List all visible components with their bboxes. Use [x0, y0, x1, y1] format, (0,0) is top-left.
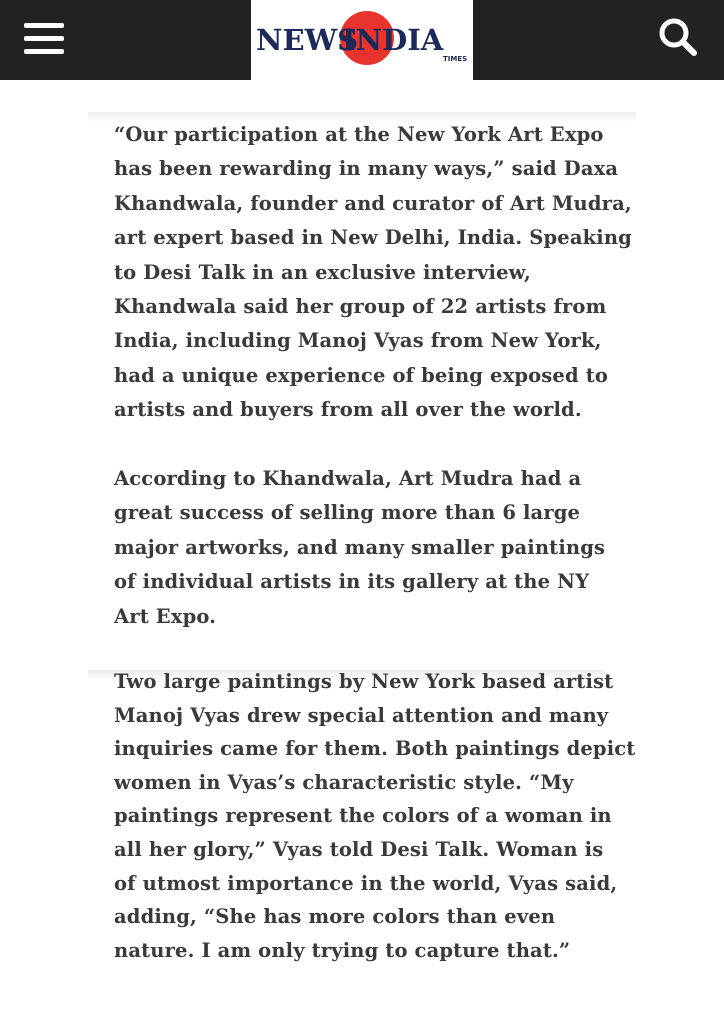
site-logo[interactable] — [251, 0, 473, 80]
logo-times-text: TIMES — [443, 55, 468, 63]
paragraph-line: adding, “She has more colors than even — [114, 905, 556, 929]
paragraph-line: has been rewarding in many ways,” said Daxa — [114, 157, 619, 181]
logo-india-text: INDIA — [342, 23, 444, 57]
paragraph-line: great success of selling more than 6 large — [114, 501, 581, 525]
news-india-times-logo — [251, 0, 473, 80]
article-paragraph — [114, 118, 632, 428]
paragraph-line: Khandwala said her group of 22 artists from — [114, 295, 607, 319]
article-paragraph — [114, 665, 636, 967]
top-navigation-bar — [0, 0, 724, 80]
paragraph-line: to Desi Talk in an exclusive interview, — [114, 260, 531, 284]
paragraph-line: major artworks, and many smaller paintings — [114, 535, 606, 559]
paragraph-line: Manoj Vyas drew special attention and many — [114, 703, 609, 727]
paragraph-line: women in Vyas’s characteristic style. “My — [114, 770, 574, 794]
paragraph-line: Khandwala, founder and curator of Art Mudra, — [114, 191, 632, 215]
paragraph-line: Two large paintings by New York based artist — [114, 670, 614, 693]
paragraph-line: paintings represent the colors of a woman in — [114, 804, 612, 828]
paragraph-line: of utmost importance in the world, Vyas said, — [114, 871, 618, 895]
logo-news-text: NEWS — [256, 23, 359, 57]
article-paragraph — [114, 462, 624, 634]
paragraph-line: inquiries came for them. Both paintings depict — [114, 737, 636, 761]
paragraph-line: According to Khandwala, Art Mudra had a — [114, 467, 582, 490]
paragraph-line: India, including Manoj Vyas from New York, — [114, 329, 602, 353]
search-button[interactable] — [652, 12, 708, 64]
paragraph-line: nature. I am only trying to capture that.” — [114, 938, 571, 962]
paragraph-line: “Our participation at the New York Art Expo — [114, 123, 604, 146]
hamburger-menu-button[interactable] — [18, 18, 70, 60]
paragraph-line: Art Expo. — [114, 604, 217, 628]
search-icon — [652, 12, 708, 64]
paragraph-line: of individual artists in its gallery at the NY — [114, 570, 590, 594]
paragraph-line: artists and buyers from all over the world. — [114, 398, 582, 422]
paragraph-line: all her glory,” Vyas told Desi Talk. Woman is — [114, 837, 604, 861]
paragraph-line: art expert based in New Delhi, India. Speaking — [114, 226, 632, 250]
paragraph-line: had a unique experience of being exposed to — [114, 363, 609, 387]
